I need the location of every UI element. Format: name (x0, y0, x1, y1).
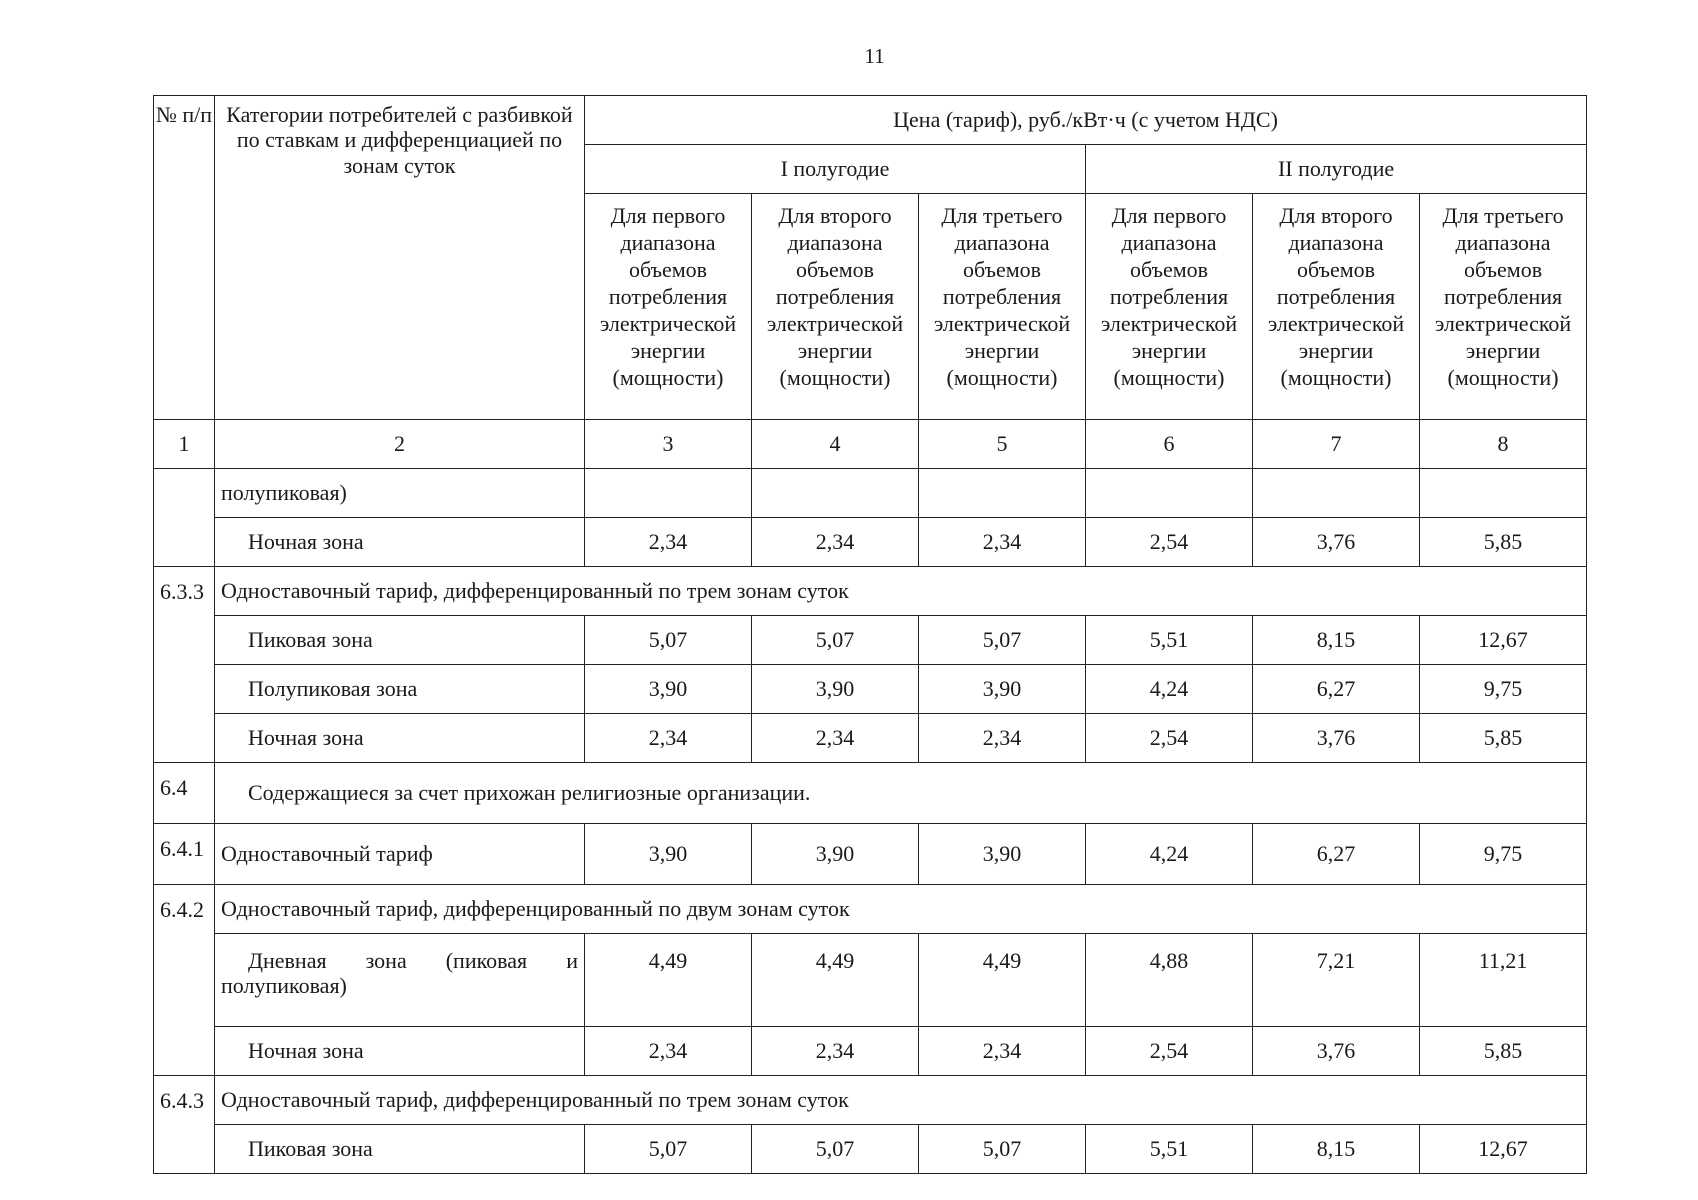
table-row (154, 469, 1587, 518)
table-cell: 3,90 (585, 665, 752, 714)
table-cell: 8,15 (1253, 616, 1420, 665)
header-h2-range-2: Для второго диапазона объемов потребления электрической энергии (мощности) (1253, 194, 1420, 420)
table-cell: 3,90 (752, 665, 919, 714)
table-row (154, 824, 1587, 885)
table-cell: 6,27 (1253, 665, 1420, 714)
row-label: Ночная зона (215, 518, 585, 567)
header-h2-range-3: Для третьего диапазона объемов потребления электрической энергии (мощности) (1420, 194, 1587, 420)
table-row (154, 1027, 1587, 1076)
header-num: № п/п (154, 96, 215, 420)
table-cell: 3,90 (919, 665, 1086, 714)
table-cell: 5,07 (585, 616, 752, 665)
table-cell: 12,67 (1420, 616, 1587, 665)
page-number: 11 (864, 44, 885, 68)
row-num-empty (154, 469, 215, 567)
label-word: Дневная (248, 948, 327, 973)
table-cell: 7,21 (1253, 934, 1420, 1027)
header-price: Цена (тариф), руб./кВт·ч (с учетом НДС) (585, 96, 1587, 145)
row-label-line-1 (221, 948, 578, 973)
table-row (154, 714, 1587, 763)
column-index-row (154, 420, 1587, 469)
header-half-1: I полугодие (585, 145, 1086, 194)
table-cell: 5,85 (1420, 518, 1587, 567)
table-row (154, 665, 1587, 714)
col-index: 2 (215, 420, 585, 469)
section-label: Одноставочный тариф, дифференцированный по трем зонам суток (215, 567, 1587, 616)
section-label: Одноставочный тариф, дифференцированный по двум зонам суток (215, 885, 1587, 934)
row-num: 6.4.1 (154, 824, 215, 885)
table-cell: 5,07 (919, 1125, 1086, 1174)
table-cell: 2,34 (919, 1027, 1086, 1076)
section-row (154, 567, 1587, 616)
table-cell: 4,24 (1086, 665, 1253, 714)
table-cell: 3,90 (919, 824, 1086, 885)
row-label: Ночная зона (215, 1027, 585, 1076)
header-h1-range-1: Для первого диапазона объемов потребления электрической энергии (мощности) (585, 194, 752, 420)
table-cell: 5,07 (752, 616, 919, 665)
table-cell: 5,07 (585, 1125, 752, 1174)
section-row (154, 763, 1587, 824)
table-cell: 2,34 (585, 1027, 752, 1076)
section-label: Содержащиеся за счет прихожан религиозные организации. (215, 763, 1587, 824)
table-cell: 3,90 (752, 824, 919, 885)
table-cell: 4,88 (1086, 934, 1253, 1027)
table-cell (752, 469, 919, 518)
col-index: 4 (752, 420, 919, 469)
table-cell (585, 469, 752, 518)
row-label: полупиковая) (215, 469, 585, 518)
table-cell: 3,76 (1253, 518, 1420, 567)
table-cell (919, 469, 1086, 518)
table-cell: 5,51 (1086, 1125, 1253, 1174)
col-index: 6 (1086, 420, 1253, 469)
table-row (154, 616, 1587, 665)
table-cell: 6,27 (1253, 824, 1420, 885)
row-num: 6.3.3 (154, 567, 215, 763)
label-word: зона (365, 948, 407, 973)
section-row (154, 885, 1587, 934)
table-cell: 2,54 (1086, 518, 1253, 567)
label-word: (пиковая (445, 948, 528, 973)
col-index: 7 (1253, 420, 1420, 469)
table-row (154, 518, 1587, 567)
table-cell: 9,75 (1420, 665, 1587, 714)
table-cell: 4,49 (585, 934, 752, 1027)
row-label: Полупиковая зона (215, 665, 585, 714)
table-cell: 2,34 (752, 1027, 919, 1076)
row-label: Одноставочный тариф (215, 824, 585, 885)
col-index: 8 (1420, 420, 1587, 469)
table-cell: 9,75 (1420, 824, 1587, 885)
table-cell: 3,90 (585, 824, 752, 885)
section-row (154, 1076, 1587, 1125)
col-index: 1 (154, 420, 215, 469)
row-label: Ночная зона (215, 714, 585, 763)
table-cell: 2,34 (585, 714, 752, 763)
table-cell: 12,67 (1420, 1125, 1587, 1174)
table-cell: 2,34 (919, 714, 1086, 763)
table-cell: 5,07 (752, 1125, 919, 1174)
table-row (154, 1125, 1587, 1174)
table-cell: 5,07 (919, 616, 1086, 665)
header-category: Категории потребителей с разбивкой по ставкам и дифференциацией по зонам суток (215, 96, 585, 420)
col-index: 3 (585, 420, 752, 469)
table-cell: 4,49 (919, 934, 1086, 1027)
row-label: Пиковая зона (215, 1125, 585, 1174)
row-label: Пиковая зона (215, 616, 585, 665)
table-cell: 4,24 (1086, 824, 1253, 885)
table-cell: 2,54 (1086, 714, 1253, 763)
row-label-line-2: полупиковая) (221, 973, 347, 999)
table-cell: 5,85 (1420, 714, 1587, 763)
table-cell: 4,49 (752, 934, 919, 1027)
table-cell: 3,76 (1253, 1027, 1420, 1076)
table-cell (1086, 469, 1253, 518)
table-cell: 8,15 (1253, 1125, 1420, 1174)
row-num: 6.4.3 (154, 1076, 215, 1174)
header-half-2: II полугодие (1086, 145, 1587, 194)
header-row-1 (154, 96, 1587, 145)
table-cell (1420, 469, 1587, 518)
table-row (154, 934, 1587, 1027)
table-cell (1253, 469, 1420, 518)
header-h1-range-2: Для второго диапазона объемов потребления электрической энергии (мощности) (752, 194, 919, 420)
header-h1-range-3: Для третьего диапазона объемов потребления электрической энергии (мощности) (919, 194, 1086, 420)
col-index: 5 (919, 420, 1086, 469)
table-cell: 2,34 (919, 518, 1086, 567)
section-label: Одноставочный тариф, дифференцированный по трем зонам суток (215, 1076, 1587, 1125)
header-h2-range-1: Для первого диапазона объемов потребления электрической энергии (мощности) (1086, 194, 1253, 420)
tariff-table (153, 95, 1587, 1174)
table-cell: 11,21 (1420, 934, 1587, 1027)
table-cell: 3,76 (1253, 714, 1420, 763)
row-num: 6.4 (154, 763, 215, 824)
table-cell: 2,54 (1086, 1027, 1253, 1076)
row-label (215, 934, 585, 1027)
table-cell: 5,85 (1420, 1027, 1587, 1076)
label-word: и (566, 948, 578, 973)
table-cell: 5,51 (1086, 616, 1253, 665)
table-cell: 2,34 (585, 518, 752, 567)
table-cell: 2,34 (752, 714, 919, 763)
table-cell: 2,34 (752, 518, 919, 567)
row-num: 6.4.2 (154, 885, 215, 1076)
